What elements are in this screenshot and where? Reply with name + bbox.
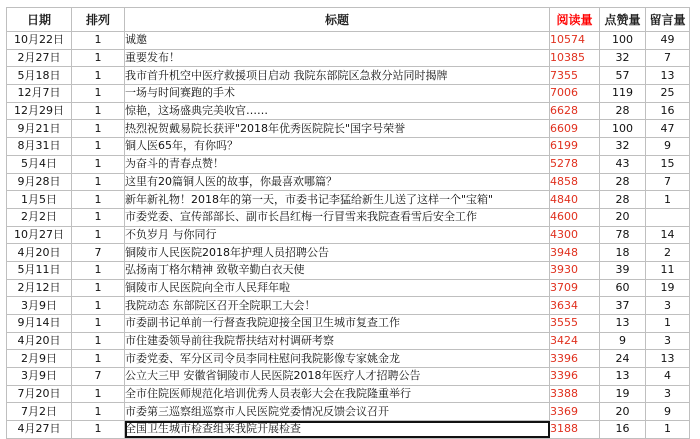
table-row[interactable]	[7, 385, 690, 403]
date-cell[interactable]: 10月27日	[7, 226, 72, 244]
table-row[interactable]	[7, 350, 690, 368]
likes-cell[interactable]: 100	[600, 120, 646, 138]
date-cell[interactable]: 3月9日	[7, 297, 72, 315]
table-row[interactable]	[7, 261, 690, 279]
date-cell[interactable]: 8月31日	[7, 138, 72, 156]
rank-cell[interactable]: 1	[72, 279, 125, 297]
reads-cell[interactable]: 6609	[550, 120, 600, 138]
comments-cell[interactable]: 3	[646, 385, 690, 403]
date-cell[interactable]: 2月12日	[7, 279, 72, 297]
likes-cell[interactable]: 13	[600, 315, 646, 333]
date-cell[interactable]: 9月14日	[7, 315, 72, 333]
comments-cell[interactable]: 7	[646, 173, 690, 191]
title-cell[interactable]: 不负岁月 与你同行	[125, 226, 550, 244]
date-cell[interactable]: 5月4日	[7, 155, 72, 173]
table-row[interactable]	[7, 120, 690, 138]
rank-cell[interactable]: 1	[72, 297, 125, 315]
table-row[interactable]	[7, 208, 690, 226]
rank-cell[interactable]: 1	[72, 315, 125, 333]
likes-cell[interactable]: 9	[600, 332, 646, 350]
date-cell[interactable]: 12月7日	[7, 85, 72, 103]
title-cell[interactable]: 铜人医65年，有你吗？	[125, 138, 550, 156]
date-cell[interactable]: 2月2日	[7, 208, 72, 226]
comments-cell[interactable]: 11	[646, 261, 690, 279]
reads-cell[interactable]: 3930	[550, 261, 600, 279]
rank-cell[interactable]: 1	[72, 191, 125, 209]
reads-cell[interactable]: 6199	[550, 138, 600, 156]
date-cell[interactable]: 2月27日	[7, 49, 72, 67]
reads-cell[interactable]: 10574	[550, 32, 600, 50]
table-row[interactable]	[7, 155, 690, 173]
table-row[interactable]	[7, 403, 690, 421]
reads-cell[interactable]: 4840	[550, 191, 600, 209]
title-cell[interactable]: 市住建委领导前往我院帮扶结对村调研考察	[125, 332, 550, 350]
title-cell[interactable]: 铜陵市人民医院向全市人民拜年啦	[125, 279, 550, 297]
reads-cell[interactable]: 6628	[550, 102, 600, 120]
comments-cell[interactable]: 1	[646, 421, 690, 439]
likes-cell[interactable]: 119	[600, 85, 646, 103]
rank-cell[interactable]: 1	[72, 85, 125, 103]
title-cell[interactable]: 重要发布！	[125, 49, 550, 67]
comments-cell[interactable]: 14	[646, 226, 690, 244]
title-cell[interactable]: 这里有20篇铜人医的故事，你最喜欢哪篇？	[125, 173, 550, 191]
title-cell[interactable]: 弘扬南丁格尔精神 致敬辛勤白衣天使	[125, 261, 550, 279]
rank-cell[interactable]: 1	[72, 261, 125, 279]
table-row[interactable]	[7, 138, 690, 156]
reads-cell[interactable]: 5278	[550, 155, 600, 173]
likes-cell[interactable]: 39	[600, 261, 646, 279]
title-cell[interactable]: 热烈祝贺戴易院长获评"2018年优秀医院院长"国字号荣誉	[125, 120, 550, 138]
likes-column-header[interactable]: 点赞量	[600, 8, 646, 32]
rank-cell[interactable]: 1	[72, 120, 125, 138]
rank-cell[interactable]: 1	[72, 32, 125, 50]
title-cell[interactable]: 为奋斗的青春点赞！	[125, 155, 550, 173]
comments-cell[interactable]: 19	[646, 279, 690, 297]
title-cell[interactable]: 我市首升机空中医疗救援项目启动 我院东部院区急救分站同时揭牌	[125, 67, 550, 85]
reads-column-header[interactable]: 阅读量	[550, 8, 600, 32]
reads-cell[interactable]: 10385	[550, 49, 600, 67]
likes-cell[interactable]: 28	[600, 191, 646, 209]
likes-cell[interactable]: 32	[600, 138, 646, 156]
reads-cell[interactable]: 4300	[550, 226, 600, 244]
date-cell[interactable]: 9月28日	[7, 173, 72, 191]
reads-cell[interactable]: 3424	[550, 332, 600, 350]
date-cell[interactable]: 2月9日	[7, 350, 72, 368]
title-cell[interactable]: 一场与时间赛跑的手术	[125, 85, 550, 103]
table-row[interactable]	[7, 244, 690, 262]
table-row[interactable]	[7, 102, 690, 120]
rank-cell[interactable]: 1	[72, 173, 125, 191]
rank-cell[interactable]: 1	[72, 350, 125, 368]
comments-cell[interactable]: 25	[646, 85, 690, 103]
title-cell[interactable]: 市委第三巡察组巡察市人民医院党委情况反馈会议召开	[125, 403, 550, 421]
comments-cell[interactable]: 1	[646, 315, 690, 333]
likes-cell[interactable]: 57	[600, 67, 646, 85]
table-row[interactable]	[7, 226, 690, 244]
reads-cell[interactable]: 3188	[550, 421, 600, 439]
reads-cell[interactable]: 3634	[550, 297, 600, 315]
rank-cell[interactable]: 7	[72, 244, 125, 262]
reads-cell[interactable]: 3396	[550, 368, 600, 386]
table-row[interactable]	[7, 67, 690, 85]
title-cell[interactable]: 铜陵市人民医院2018年护理人员招聘公告	[125, 244, 550, 262]
rank-cell[interactable]: 1	[72, 67, 125, 85]
table-row[interactable]	[7, 49, 690, 67]
likes-cell[interactable]: 100	[600, 32, 646, 50]
comments-cell[interactable]: 3	[646, 332, 690, 350]
title-cell[interactable]: 全国卫生城市检查组来我院开展检查	[125, 421, 550, 439]
title-cell[interactable]: 市委党委、军分区司令员李同柱慰问我院影像专家姚金龙	[125, 350, 550, 368]
date-cell[interactable]: 1月5日	[7, 191, 72, 209]
comments-cell[interactable]: 9	[646, 138, 690, 156]
comments-column-header[interactable]: 留言量	[646, 8, 690, 32]
likes-cell[interactable]: 60	[600, 279, 646, 297]
comments-cell[interactable]: 13	[646, 350, 690, 368]
date-cell[interactable]: 7月20日	[7, 385, 72, 403]
date-cell[interactable]: 10月22日	[7, 32, 72, 50]
comments-cell[interactable]: 1	[646, 191, 690, 209]
reads-cell[interactable]: 7355	[550, 67, 600, 85]
title-cell[interactable]: 惊艳，这场盛典完美收官……	[125, 102, 550, 120]
rank-column-header[interactable]: 排列	[72, 8, 125, 32]
title-cell[interactable]: 新年新礼物！2018年的第一天，市委书记李猛给新生儿送了这样一个"宝箱"	[125, 191, 550, 209]
comments-cell[interactable]: 7	[646, 49, 690, 67]
date-cell[interactable]: 4月20日	[7, 244, 72, 262]
title-cell[interactable]: 市委党委、宣传部部长、副市长昌红梅一行冒雪来我院查看雪后安全工作	[125, 208, 550, 226]
table-row[interactable]	[7, 279, 690, 297]
date-cell[interactable]: 7月2日	[7, 403, 72, 421]
date-cell[interactable]: 4月27日	[7, 421, 72, 439]
comments-cell[interactable]: 47	[646, 120, 690, 138]
header-row	[7, 8, 690, 32]
reads-cell[interactable]: 3555	[550, 315, 600, 333]
comments-cell[interactable]: 49	[646, 32, 690, 50]
article-stats-table	[6, 7, 690, 439]
table-row[interactable]	[7, 332, 690, 350]
likes-cell[interactable]: 19	[600, 385, 646, 403]
title-cell[interactable]: 诚邀	[125, 32, 550, 50]
reads-cell[interactable]: 3369	[550, 403, 600, 421]
table-row[interactable]	[7, 191, 690, 209]
likes-cell[interactable]: 78	[600, 226, 646, 244]
likes-cell[interactable]: 37	[600, 297, 646, 315]
reads-cell[interactable]: 3948	[550, 244, 600, 262]
table-row[interactable]	[7, 421, 690, 439]
date-cell[interactable]: 5月18日	[7, 67, 72, 85]
rank-cell[interactable]: 1	[72, 403, 125, 421]
comments-cell[interactable]: 9	[646, 403, 690, 421]
rank-cell[interactable]: 1	[72, 226, 125, 244]
title-cell[interactable]: 公立大三甲 安徽省铜陵市人民医院2018年医疗人才招聘公告	[125, 368, 550, 386]
reads-cell[interactable]: 3709	[550, 279, 600, 297]
reads-cell[interactable]: 3388	[550, 385, 600, 403]
date-cell[interactable]: 4月20日	[7, 332, 72, 350]
likes-cell[interactable]: 43	[600, 155, 646, 173]
date-cell[interactable]: 12月29日	[7, 102, 72, 120]
title-cell[interactable]: 市委副书记单前一行督查我院迎接全国卫生城市复查工作	[125, 315, 550, 333]
rank-cell[interactable]: 1	[72, 421, 125, 439]
likes-cell[interactable]: 20	[600, 403, 646, 421]
reads-cell[interactable]: 4858	[550, 173, 600, 191]
comments-cell[interactable]: 13	[646, 67, 690, 85]
reads-cell[interactable]: 3396	[550, 350, 600, 368]
date-column-header[interactable]: 日期	[7, 8, 72, 32]
likes-cell[interactable]: 18	[600, 244, 646, 262]
rank-cell[interactable]: 1	[72, 208, 125, 226]
date-cell[interactable]: 3月9日	[7, 368, 72, 386]
reads-cell[interactable]: 4600	[550, 208, 600, 226]
table-row[interactable]	[7, 173, 690, 191]
rank-cell[interactable]: 1	[72, 385, 125, 403]
rank-cell[interactable]: 7	[72, 368, 125, 386]
comments-cell[interactable]: 4	[646, 368, 690, 386]
table-row[interactable]	[7, 315, 690, 333]
rank-cell[interactable]: 1	[72, 138, 125, 156]
comments-cell[interactable]: 2	[646, 244, 690, 262]
title-cell[interactable]: 全市住院医师规范化培训优秀人员表彰大会在我院隆重举行	[125, 385, 550, 403]
comments-cell[interactable]: 16	[646, 102, 690, 120]
title-cell[interactable]: 我院动态 东部院区召开全院职工大会！	[125, 297, 550, 315]
rank-cell[interactable]: 1	[72, 49, 125, 67]
rank-cell[interactable]: 1	[72, 155, 125, 173]
table-row[interactable]	[7, 32, 690, 50]
likes-cell[interactable]: 24	[600, 350, 646, 368]
likes-cell[interactable]: 16	[600, 421, 646, 439]
likes-cell[interactable]: 32	[600, 49, 646, 67]
title-column-header[interactable]: 标题	[125, 8, 550, 32]
rank-cell[interactable]: 1	[72, 332, 125, 350]
table-row[interactable]	[7, 85, 690, 103]
comments-cell[interactable]	[646, 208, 690, 226]
likes-cell[interactable]: 20	[600, 208, 646, 226]
reads-cell[interactable]: 7006	[550, 85, 600, 103]
likes-cell[interactable]: 13	[600, 368, 646, 386]
comments-cell[interactable]: 3	[646, 297, 690, 315]
date-cell[interactable]: 9月21日	[7, 120, 72, 138]
likes-cell[interactable]: 28	[600, 173, 646, 191]
likes-cell[interactable]: 28	[600, 102, 646, 120]
table-body	[7, 32, 690, 439]
date-cell[interactable]: 5月11日	[7, 261, 72, 279]
table-row[interactable]	[7, 368, 690, 386]
table-row[interactable]	[7, 297, 690, 315]
rank-cell[interactable]: 1	[72, 102, 125, 120]
comments-cell[interactable]: 15	[646, 155, 690, 173]
